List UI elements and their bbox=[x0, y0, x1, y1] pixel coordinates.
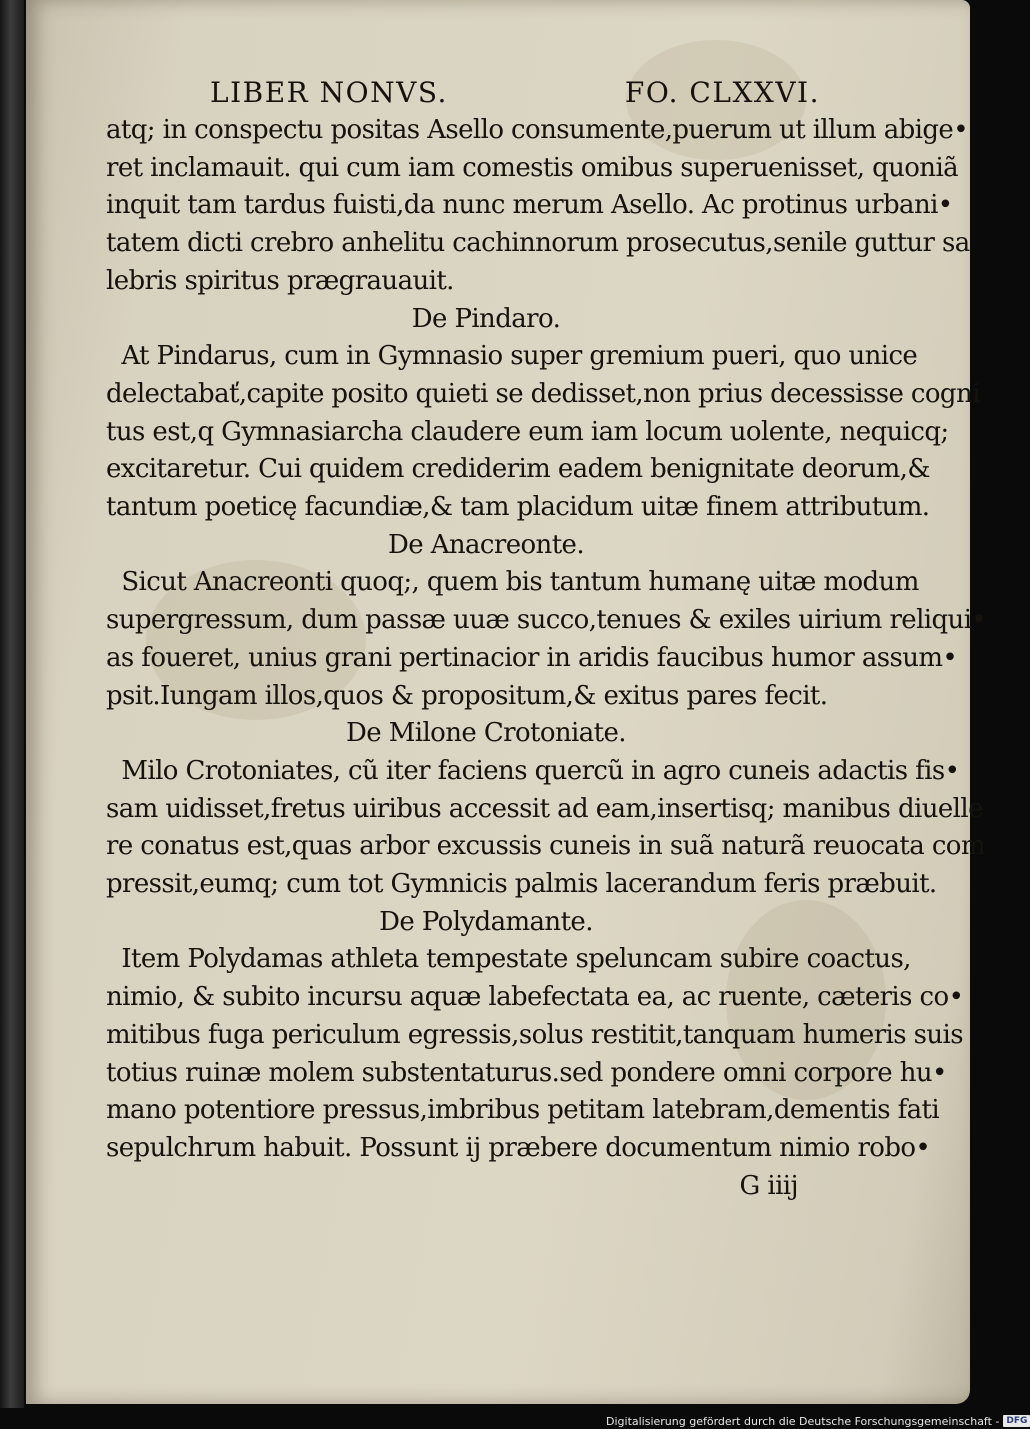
running-header bbox=[106, 76, 826, 110]
text-line: tantum poeticę facundiæ,& tam placidum uitæ finem attributum. bbox=[106, 492, 930, 523]
text-line: nimio, & subito incursu aquæ labefectata ea, ac ruente, cæteris co• bbox=[106, 982, 964, 1013]
text-line: mitibus fuga periculum egressis,solus restitit,tanquam humeris suis bbox=[106, 1019, 964, 1050]
text-line: excitaretur. Cui quidem crediderim eadem benignitate deorum,& bbox=[106, 454, 930, 485]
book-page bbox=[26, 0, 987, 1404]
dfg-logo: DFG bbox=[1003, 1415, 1030, 1427]
text-body bbox=[106, 112, 987, 1168]
page-text bbox=[106, 76, 987, 1205]
text-line: re conatus est,quas arbor excussis cuneis in suã naturã reuocata com bbox=[106, 831, 985, 862]
section-heading: De Milone Crotoniate. bbox=[346, 718, 626, 749]
text-line: atq; in conspectu positas Asello consumente,puerum ut illum abige• bbox=[106, 115, 968, 145]
folio-number: FO. CLXXVI. bbox=[624, 76, 820, 109]
text-line: sepulchrum habuit. Possunt ij præbere documentum nimio robo• bbox=[106, 1132, 931, 1163]
text-line: totius ruinæ molem substentaturus.sed pondere omni corpore hu• bbox=[106, 1057, 947, 1088]
text-line: inquit tam tardus fuisti,da nunc merum Asello. Ac protinus urbani• bbox=[106, 190, 953, 221]
text-line: sam uidisset,fretus uiribus accessit ad eam,insertisq; manibus diuelle bbox=[106, 793, 983, 824]
text-line: pressit,eumq; cum tot Gymnicis palmis lacerandum feris præbuit. bbox=[106, 869, 937, 900]
funding-credit: Digitalisierung gefördert durch die Deutsche Forschungsgemeinschaft - bbox=[606, 1414, 1000, 1428]
text-line: psit.Iungam illos,quos & propositum,& exitus pares fecit. bbox=[106, 680, 828, 711]
text-line: tus est,q Gymnasiarcha claudere eum iam locum uolente, nequicq; bbox=[106, 416, 949, 447]
text-line: mano potentiore pressus,imbribus petitam latebram,dementis fati bbox=[106, 1095, 940, 1126]
text-line: lebris spiritus prægrauauit. bbox=[106, 265, 454, 296]
text-line: At Pindarus, cum in Gymnasio super gremium pueri, quo unice bbox=[106, 341, 918, 372]
text-line: Item Polydamas athleta tempestate speluncam subire coactus, bbox=[106, 944, 911, 975]
section-heading: De Anacreonte. bbox=[388, 529, 584, 560]
section-heading: De Polydamante. bbox=[379, 906, 593, 937]
text-line: as foueret, unius grani pertinacior in aridis faucibus humor assum• bbox=[106, 642, 958, 673]
text-line: delectabať,capite posito quieti se dedisset,non prius decessisse cogni bbox=[106, 378, 980, 409]
text-line: ret inclamauit. qui cum iam comestis omibus superuenisset, quoniã bbox=[106, 152, 959, 183]
signature-mark: G iiij bbox=[739, 1170, 798, 1201]
section-heading: De Pindaro. bbox=[411, 303, 561, 334]
text-line: Sicut Anacreonti quoq;, quem bis tantum humanę uitæ modum bbox=[106, 567, 919, 598]
text-line: supergressum, dum passæ uuæ succo,tenues & exiles uirium reliqui• bbox=[106, 605, 987, 636]
book-spine bbox=[0, 0, 24, 1408]
book-title: LIBER NONVS. bbox=[210, 76, 448, 109]
text-line: Milo Crotoniates, cũ iter faciens quercũ in agro cuneis adactis fis• bbox=[106, 755, 960, 786]
text-line: tatem dicti crebro anhelitu cachinnorum prosecutus,senile guttur sa bbox=[106, 228, 970, 259]
digitization-footer bbox=[606, 1414, 1030, 1428]
